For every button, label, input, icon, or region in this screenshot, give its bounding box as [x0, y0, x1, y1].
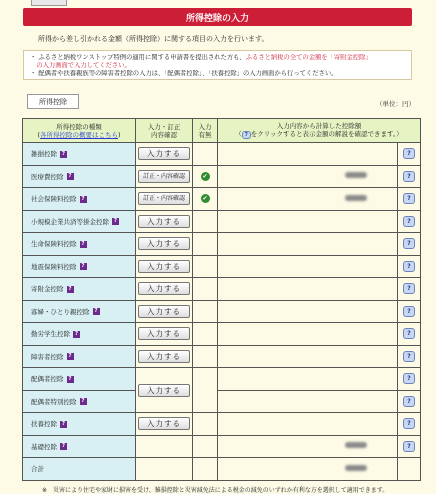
header-type-label: 所得控除の種類	[56, 122, 102, 131]
row-name-9	[23, 345, 136, 368]
table-row	[23, 390, 421, 413]
explain-icon[interactable]: ?	[403, 171, 415, 182]
deduction-amount	[218, 435, 398, 458]
table-row	[23, 278, 421, 301]
notice-line-1b	[30, 62, 405, 70]
deduction-name: 扶養控除	[31, 420, 57, 429]
deduction-amount	[218, 323, 398, 346]
deduction-amount	[218, 143, 398, 166]
table-row	[23, 413, 421, 436]
correct-confirm-button[interactable]: 訂正・内容確認	[138, 192, 190, 205]
total-label: 合計	[31, 465, 44, 474]
explain-icon[interactable]: ?	[403, 441, 415, 452]
question-icon[interactable]: ?	[68, 173, 72, 180]
table-row	[23, 233, 421, 256]
table-row	[23, 323, 421, 346]
deduction-name: 医療費控除	[31, 172, 64, 181]
header-action-l1: 入力・訂正	[147, 122, 181, 131]
input-button[interactable]: 入力する	[138, 237, 190, 250]
question-icon[interactable]: ?	[74, 330, 79, 337]
explain-icon[interactable]: ?	[403, 351, 415, 362]
header-amount-l1: 入力内容から計算した控除額	[276, 122, 362, 130]
table-row	[23, 345, 421, 368]
explain-icon[interactable]: ?	[403, 418, 415, 429]
deduction-amount	[218, 210, 398, 233]
tab-income-deduction[interactable]: 所得控除	[27, 94, 79, 109]
notice-highlight-cont: の入力画面で入力してください。	[36, 62, 131, 69]
notice-text: ふるさと納税ワンストップ特例の適用に関する申請書を提出された方も、	[38, 54, 246, 61]
header-action	[136, 119, 193, 143]
question-icon[interactable]: ?	[81, 398, 85, 405]
header-amount-l2: をクリックすると表示金額の解説を確認できます。	[250, 130, 397, 138]
input-button[interactable]: 入力する	[138, 417, 190, 430]
question-icon[interactable]: ?	[68, 353, 72, 360]
explain-icon[interactable]: ?	[403, 396, 415, 407]
table-row	[23, 188, 421, 211]
input-button[interactable]: 入力する	[138, 350, 190, 363]
row-name-dependent	[23, 413, 136, 436]
explain-icon[interactable]: ?	[403, 216, 415, 227]
deduction-amount	[218, 458, 398, 481]
notice-text-2: 配偶者や扶養親族等の障害者控除の入力は、「配偶者控除」、「扶養控除」の入力画面から行ってください。	[38, 70, 338, 77]
deduction-name: 社会保険料控除	[31, 195, 77, 204]
question-icon[interactable]: ?	[61, 443, 66, 450]
check-icon: ✔	[202, 172, 208, 180]
question-icon[interactable]: ?	[81, 240, 85, 247]
deduction-amount	[218, 390, 398, 413]
help-icon: ?	[242, 131, 251, 139]
deduction-name: 配偶者特別控除	[31, 397, 77, 406]
row-name-1	[23, 165, 136, 188]
deduction-amount	[218, 255, 398, 278]
notice-line-1: ・ ふるさと納税ワンストップ特例の適用に関する申請書を提出された方も、ふるさと納税の全ての金額を「寄附金控除」	[30, 54, 372, 61]
explain-icon[interactable]: ?	[403, 373, 415, 384]
explain-icon[interactable]: ?	[403, 283, 415, 294]
deduction-amount	[218, 233, 398, 256]
row-name-5	[23, 255, 136, 278]
page-title: 所得控除の入力	[23, 8, 412, 26]
table-row	[23, 458, 421, 481]
header-type: 所得控除の種類 (各所得控除の概要はこちら)	[23, 119, 136, 143]
footer-note: ※ 災害により住宅や家財に損害を受け、雑損控除と災害減免法による税金の減免のいずれか有利な方を選択して適用できます。	[42, 487, 389, 494]
row-name-spouse-special	[23, 390, 136, 413]
question-icon[interactable]: ?	[81, 195, 85, 202]
deduction-name: 地震保険料控除	[31, 262, 77, 271]
input-button[interactable]: 入力する	[138, 282, 190, 295]
row-name-basic	[23, 435, 136, 458]
explain-icon[interactable]: ?	[403, 261, 415, 272]
notice-box	[23, 50, 412, 80]
question-icon[interactable]: ?	[61, 150, 66, 157]
deduction-name: 配偶者控除	[31, 375, 64, 384]
explain-icon[interactable]: ?	[403, 328, 415, 339]
deduction-name: 生命保険料控除	[31, 240, 77, 249]
explain-icon[interactable]: ?	[403, 148, 415, 159]
row-name-7	[23, 300, 136, 323]
input-button[interactable]: 入力する	[138, 384, 190, 397]
explain-icon[interactable]: ?	[403, 193, 415, 204]
deduction-name: 雑損控除	[31, 150, 57, 159]
masked-amount	[345, 442, 367, 448]
input-button[interactable]: 入力する	[138, 305, 190, 318]
row-name-8	[23, 323, 136, 346]
row-name-0	[23, 143, 136, 166]
top-nav-button[interactable]	[31, 0, 67, 6]
row-name-2	[23, 188, 136, 211]
deduction-amount	[218, 165, 398, 188]
header-action-l2: 内容確認	[151, 130, 177, 139]
masked-amount	[345, 465, 367, 471]
table-row	[23, 300, 421, 323]
deduction-name: 寄附金控除	[31, 285, 64, 294]
row-name-6	[23, 278, 136, 301]
deduction-name: 勤労学生控除	[31, 330, 70, 339]
header-entered	[193, 119, 218, 143]
row-name-4	[23, 233, 136, 256]
deduction-amount	[218, 368, 398, 391]
deduction-table	[22, 118, 421, 481]
deduction-amount	[218, 188, 398, 211]
deduction-name: 基礎控除	[31, 442, 57, 451]
deduction-name: 小規模企業共済等掛金控除	[31, 217, 109, 226]
table-row	[23, 255, 421, 278]
deduction-name: 寡婦・ひとり親控除	[31, 307, 90, 316]
notice-line-2: ・ 配偶者や扶養親族等の障害者控除の入力は、「配偶者控除」、「扶養控除」の入力画面から行ってください。	[30, 70, 338, 77]
deduction-amount	[218, 345, 398, 368]
row-name-total	[23, 458, 136, 481]
input-button[interactable]: 入力する	[138, 327, 190, 340]
deduction-amount	[218, 278, 398, 301]
intro-text: 所得から差し引かれる金額（所得控除）に関する項目の入力を行います。	[38, 35, 269, 43]
explain-icon[interactable]: ?	[403, 238, 415, 249]
masked-amount	[345, 172, 367, 178]
table-row	[23, 165, 421, 188]
explain-icon[interactable]: ?	[403, 306, 415, 317]
deduction-overview-link[interactable]: 各所得控除の概要はこちら	[40, 130, 118, 139]
input-button[interactable]: 入力する	[138, 147, 190, 160]
header-entered-l1: 入力	[198, 122, 212, 131]
question-icon[interactable]: ?	[113, 218, 118, 225]
header-amount: 入力内容から計算した控除額 （ ? をクリックすると表示金額の解説を確認できます。）	[218, 119, 421, 143]
deduction-amount	[218, 300, 398, 323]
header-entered-l2: 有無	[198, 130, 212, 139]
table-row	[23, 143, 421, 166]
row-name-spouse	[23, 368, 136, 391]
row-name-3	[23, 210, 136, 233]
unit-label: （単位：円）	[376, 100, 415, 108]
table-row	[23, 435, 421, 458]
table-row	[23, 368, 421, 391]
deduction-amount	[218, 413, 398, 436]
question-icon[interactable]: ?	[68, 285, 72, 292]
input-button[interactable]: 入力する	[138, 260, 190, 273]
check-icon: ✔	[202, 195, 208, 203]
masked-amount	[345, 195, 367, 201]
question-icon[interactable]: ?	[61, 420, 66, 427]
deduction-name: 障害者控除	[31, 352, 64, 361]
question-icon[interactable]: ?	[94, 308, 98, 315]
input-button[interactable]: 入力する	[138, 215, 190, 228]
correct-confirm-button[interactable]: 訂正・内容確認	[138, 170, 190, 183]
question-icon[interactable]: ?	[68, 375, 72, 382]
question-icon[interactable]: ?	[81, 263, 85, 270]
table-row	[23, 210, 421, 233]
notice-highlight: ふるさと納税の全ての金額を「寄附金控除」	[245, 54, 372, 61]
